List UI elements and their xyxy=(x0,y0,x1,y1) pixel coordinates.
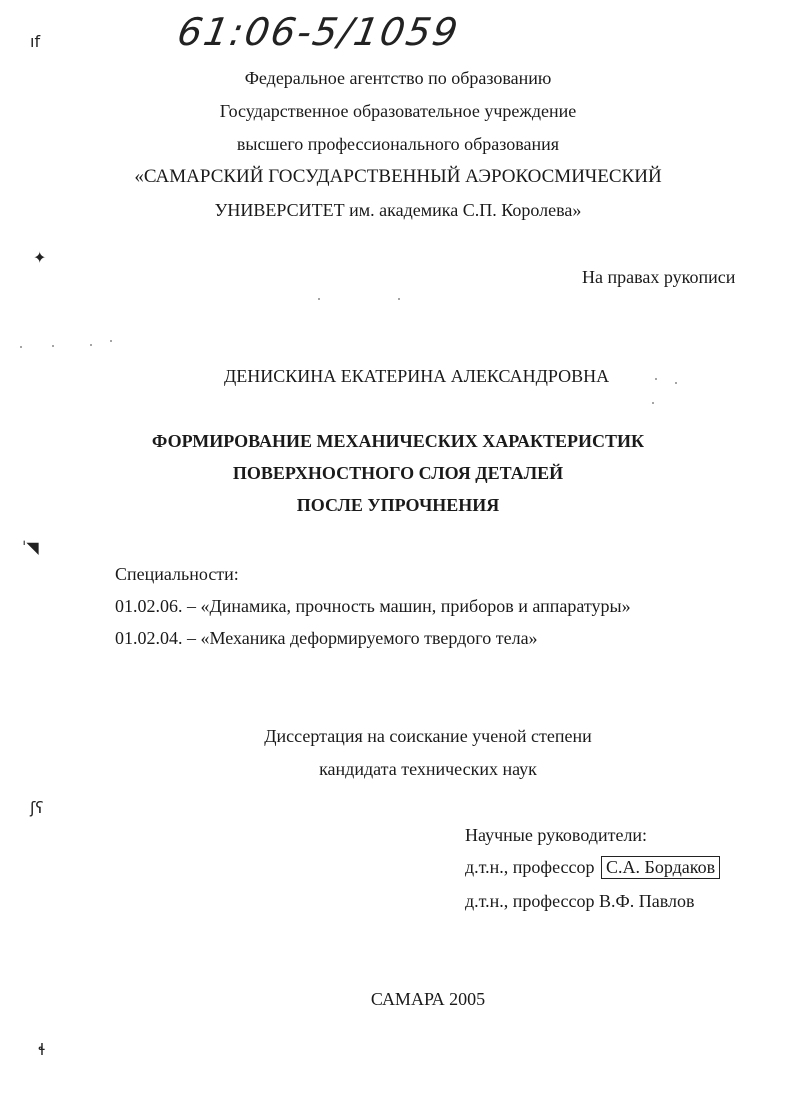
specialties-label: Специальности: xyxy=(115,564,239,584)
scan-mark-icon: ıf xyxy=(30,32,41,51)
handwritten-archive-number: 61:06-5/1059 xyxy=(174,10,463,54)
city-year: САМАРА 2005 xyxy=(370,989,486,1009)
supervisor-title: д.т.н., профессор xyxy=(465,891,595,911)
supervisors-label: Научные руководители: xyxy=(465,825,648,845)
supervisor-name: В.Ф. Павлов xyxy=(599,891,695,911)
scan-speck xyxy=(52,345,54,347)
supervisor-title: д.т.н., профессор xyxy=(465,857,595,877)
scan-mark-icon: ɬ xyxy=(38,1040,46,1059)
scan-speck xyxy=(90,344,92,346)
dissertation-title-line2: ПОВЕРХНОСТНОГО СЛОЯ ДЕТАЛЕЙ xyxy=(232,463,564,483)
manuscript-note: На правах рукописи xyxy=(582,267,736,287)
specialty-item: 01.02.06. – «Динамика, прочность машин, приборов и аппаратуры» xyxy=(115,596,631,616)
scan-mark-icon: ˈ◥ xyxy=(22,538,39,557)
degree-line2: кандидата технических наук xyxy=(319,759,537,779)
scan-mark-icon: ʃʕ xyxy=(30,798,44,817)
scan-speck xyxy=(652,402,654,404)
degree-line1: Диссертация на соискание ученой степени xyxy=(264,726,592,746)
scan-speck xyxy=(398,298,400,300)
scan-speck xyxy=(110,340,112,342)
specialty-item: 01.02.04. – «Механика деформируемого твердого тела» xyxy=(115,628,538,648)
scan-mark-icon: ✦ xyxy=(33,248,47,267)
scan-speck xyxy=(675,382,677,384)
author-name: ДЕНИСКИНА ЕКАТЕРИНА АЛЕКСАНДРОВНА xyxy=(224,366,610,386)
institution-type: Государственное образовательное учреждение xyxy=(219,101,577,121)
dissertation-title-line1: ФОРМИРОВАНИЕ МЕХАНИЧЕСКИХ ХАРАКТЕРИСТИК xyxy=(151,431,645,451)
supervisor-name-boxed: С.А. Бордаков xyxy=(601,856,720,879)
supervisor-row xyxy=(465,890,694,912)
scan-speck xyxy=(20,346,22,348)
scan-speck xyxy=(655,378,657,380)
university-name-line2: УНИВЕРСИТЕТ им. академика С.П. Королева» xyxy=(214,200,582,220)
education-level: высшего профессионального образования xyxy=(236,134,560,154)
scan-speck xyxy=(318,298,320,300)
dissertation-title-line3: ПОСЛЕ УПРОЧНЕНИЯ xyxy=(296,495,500,515)
university-name-line1: «САМАРСКИЙ ГОСУДАРСТВЕННЫЙ АЭРОКОСМИЧЕСКИЙ xyxy=(134,166,662,187)
supervisor-row xyxy=(465,856,720,879)
agency-name: Федеральное агентство по образованию xyxy=(244,68,552,88)
